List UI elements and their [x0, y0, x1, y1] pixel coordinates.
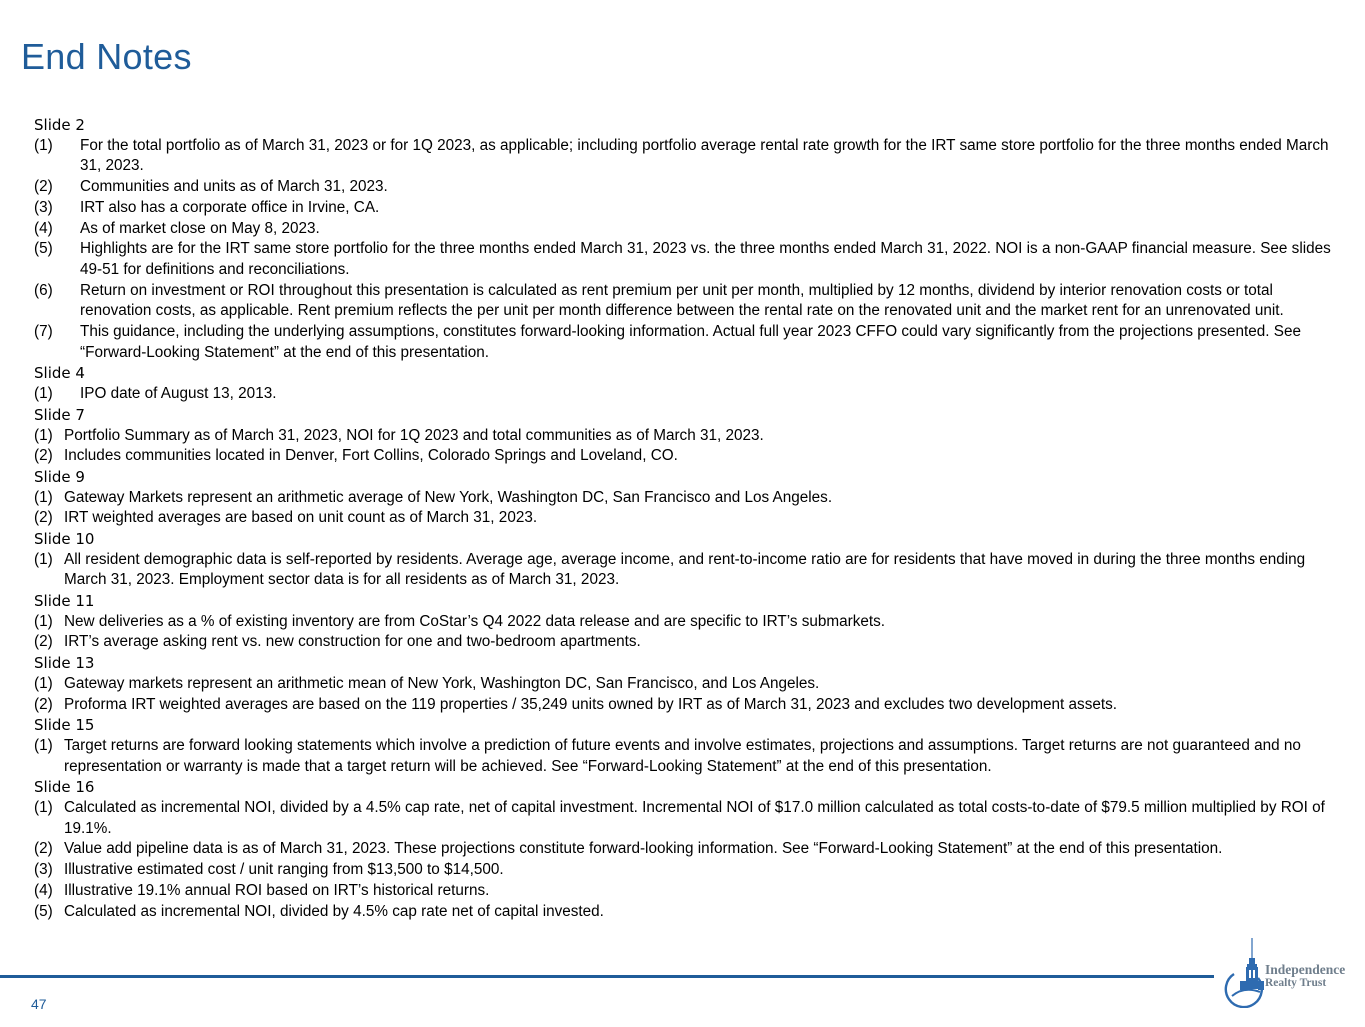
note-number: (1): [34, 385, 53, 403]
end-note: [34, 281, 1334, 322]
note-number: (1): [34, 426, 53, 444]
slide-heading: Slide 11: [34, 592, 95, 611]
end-note: [34, 508, 1334, 529]
note-text: IRT’s average asking rent vs. new construction for one and two-bedroom apartments.: [64, 633, 641, 651]
end-note: [34, 902, 1334, 923]
slide-heading: Slide 16: [34, 778, 95, 797]
note-text: IRT also has a corporate office in Irvine, CA.: [80, 198, 380, 216]
end-note: [34, 198, 1334, 219]
note-text: Illustrative 19.1% annual ROI based on IRT’s historical returns.: [64, 881, 490, 899]
end-note: [34, 322, 1334, 363]
end-notes-list: [34, 115, 1334, 922]
slide-heading: Slide 10: [34, 530, 95, 548]
building-logo-icon: [1224, 936, 1264, 1008]
logo-text-line1: Independence: [1265, 962, 1346, 977]
note-text: IPO date of August 13, 2013.: [80, 385, 277, 403]
end-note: [34, 612, 1334, 633]
note-number: (1): [34, 674, 53, 692]
note-text: This guidance, including the underlying assumptions, constitutes forward-looking information. Actual full year 2023 CFFO could vary significantly from the projections presented. See “Forward-Looking Statement” at the end of this presentation.: [80, 323, 1301, 361]
end-note: [34, 632, 1334, 653]
end-note: [34, 674, 1334, 695]
note-number: (2): [34, 695, 53, 713]
note-number: (3): [34, 861, 53, 879]
note-text: Return on investment or ROI throughout this presentation is calculated as rent premium per unit per month, multiplied by 12 months, dividend by interior renovation costs or total renovation costs, as applicable. Rent premium reflects the per unit per month difference between the rental rate on the renovated unit and the market rent for an unrenovated unit.: [80, 281, 1284, 320]
end-note: [34, 860, 1334, 881]
note-number: (2): [34, 633, 53, 651]
footer-divider: [0, 975, 1214, 978]
page-number: 47: [31, 996, 47, 1012]
note-number: (1): [34, 799, 53, 817]
end-note: [34, 446, 1334, 467]
company-logo: [1224, 936, 1364, 1008]
slide-heading: Slide 2: [34, 116, 85, 134]
note-text: Gateway markets represent an arithmetic mean of New York, Washington DC, San Francisco, and Los Angeles.: [64, 674, 820, 692]
page-title: End Notes: [21, 36, 192, 77]
note-number: (2): [34, 447, 53, 465]
end-note: [34, 839, 1334, 860]
note-number: (1): [34, 136, 53, 154]
note-text: As of market close on May 8, 2023.: [80, 219, 320, 237]
slide-heading: Slide 13: [34, 654, 95, 673]
end-note: [34, 550, 1334, 591]
note-text: New deliveries as a % of existing inventory are from CoStar’s Q4 2022 data release and are specific to IRT’s submarkets.: [64, 612, 886, 630]
note-text: All resident demographic data is self-reported by residents. Average age, average income, and rent-to-income ratio are for residents that have moved in during the three months ending March 31, 2023. Employment sector data is for all residents as of March 31, 2023.: [64, 550, 1306, 589]
end-note: [34, 136, 1334, 177]
logo-text-line2: Realty Trust: [1265, 977, 1327, 989]
end-note: [34, 798, 1334, 839]
slide-heading: Slide 4: [34, 364, 85, 383]
slide-heading: Slide 7: [34, 405, 85, 424]
note-text: Communities and units as of March 31, 2023.: [80, 178, 388, 196]
end-note: [34, 736, 1334, 777]
end-note: [34, 695, 1334, 716]
note-number: (1): [34, 550, 53, 568]
note-text: For the total portfolio as of March 31, 2023 or for 1Q 2023, as applicable; including portfolio average rental rate growth for the IRT same store portfolio for the three months ended March 31, 2023.: [80, 136, 1329, 175]
note-number: (2): [34, 509, 53, 527]
note-text: Illustrative estimated cost / unit ranging from $13,500 to $14,500.: [64, 861, 504, 879]
note-number: (5): [34, 240, 53, 258]
note-number: (6): [34, 281, 53, 299]
note-number: (4): [34, 219, 53, 237]
end-note: [34, 219, 1334, 240]
slide-heading: Slide 9: [34, 467, 85, 486]
note-text: Calculated as incremental NOI, divided by 4.5% cap rate net of capital invested.: [64, 902, 604, 920]
note-number: (2): [34, 840, 53, 858]
end-note: [34, 881, 1334, 902]
end-note: [34, 426, 1334, 447]
end-note: [34, 177, 1334, 198]
note-number: (2): [34, 178, 53, 196]
end-note: [34, 239, 1334, 280]
end-note: [34, 384, 1334, 405]
note-number: (1): [34, 488, 53, 506]
end-note: [34, 488, 1334, 509]
note-number: (3): [34, 198, 53, 216]
note-number: (4): [34, 881, 53, 899]
note-text: Value add pipeline data is as of March 31, 2023. These projections constitute forward-looking information. See “Forward-Looking Statement” at the end of this presentation.: [64, 840, 1223, 858]
note-text: Gateway Markets represent an arithmetic average of New York, Washington DC, San Francisco and Los Angeles.: [64, 488, 833, 506]
note-text: Highlights are for the IRT same store portfolio for the three months ended March 31, 2023 vs. the three months ended March 31, 2022. NOI is a non-GAAP financial measure. See slides 49-51 for definitions and reconciliations.: [80, 240, 1331, 278]
note-text: Calculated as incremental NOI, divided by a 4.5% cap rate, net of capital investment. Incremental NOI of $17.0 million calculated as total costs-to-date of $79.5 million multiplied by ROI of 19.1%.: [64, 799, 1325, 837]
note-number: (1): [34, 736, 53, 754]
note-number: (7): [34, 323, 53, 341]
note-text: Target returns are forward looking statements which involve a prediction of future events and involve estimates, projections and assumptions. Target returns are not guaranteed and no representation or warranty is made that a target return will be achieved. See “Forward-Looking Statement” at the end of this presentation.: [64, 736, 1301, 775]
note-number: (5): [34, 902, 53, 920]
slide-heading: Slide 15: [34, 716, 95, 735]
note-text: IRT weighted averages are based on unit count as of March 31, 2023.: [64, 509, 538, 527]
note-text: Portfolio Summary as of March 31, 2023, NOI for 1Q 2023 and total communities as of March 31, 2023.: [64, 426, 764, 444]
note-number: (1): [34, 612, 53, 630]
note-text: Includes communities located in Denver, Fort Collins, Colorado Springs and Loveland, CO.: [64, 447, 678, 465]
note-text: Proforma IRT weighted averages are based on the 119 properties / 35,249 units owned by IRT as of March 31, 2023 and excludes two development assets.: [64, 695, 1118, 713]
